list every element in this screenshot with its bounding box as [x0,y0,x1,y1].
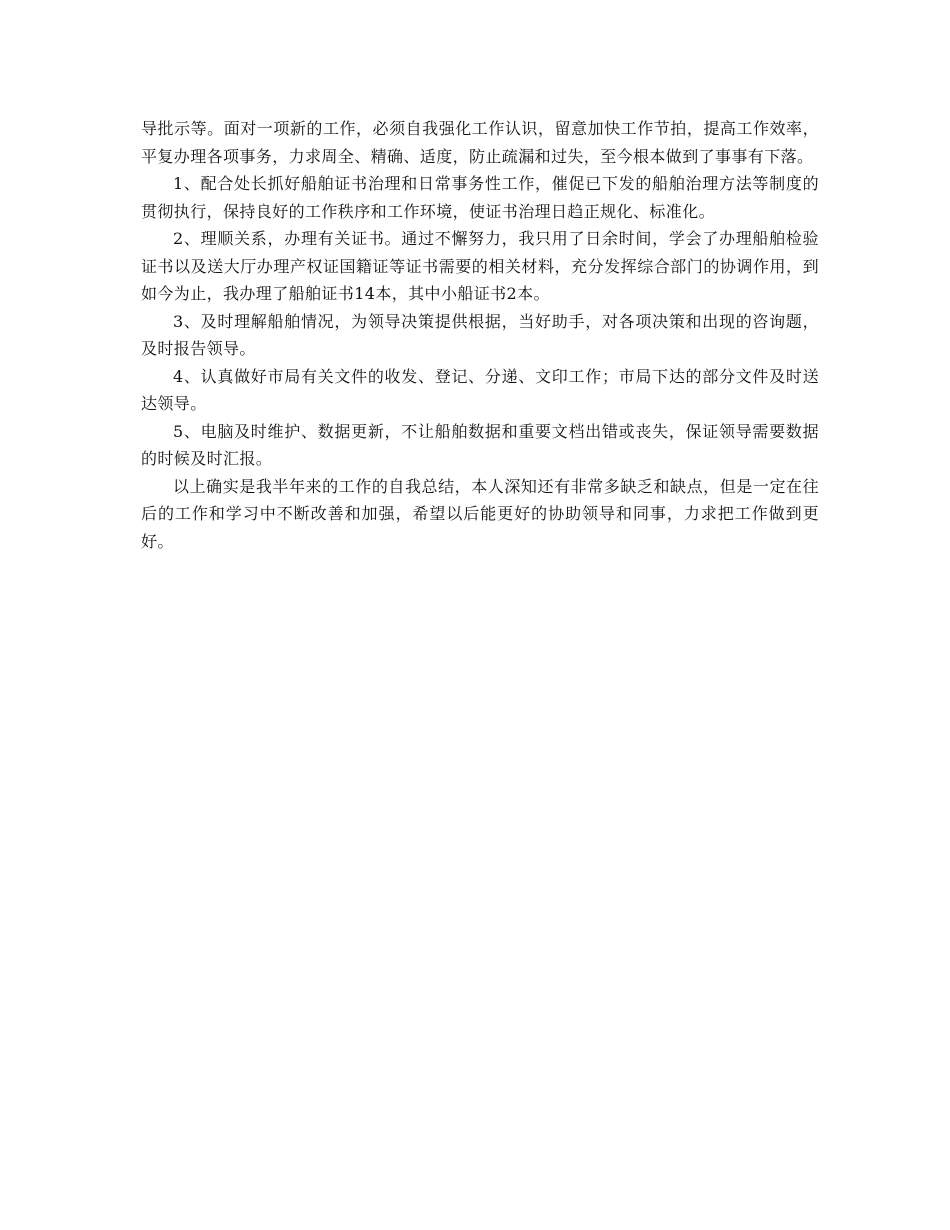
paragraph-conclusion: 以上确实是我半年来的工作的自我总结，本人深知还有非常多缺乏和缺点，但是一定在往后的工作和学习中不断改善和加强，希望以后能更好的协助领导和同事，力求把工作做到更好。 [141,476,819,551]
document-body [141,115,819,555]
paragraph-item-2: 2、理顺关系，办理有关证书。通过不懈努力，我只用了日余时间，学会了办理船舶检验证书以及送大厅办理产权证国籍证等证书需要的相关材料，充分发挥综合部门的协调作用，到如今为止，我办理了船舶证书14本，其中小船证书2本。 [141,229,819,303]
paragraph-item-3: 3、及时理解船舶情况，为领导决策提供根据，当好助手，对各项决策和出现的咨询题，及时报告领导。 [141,311,819,358]
paragraph-item-1: 1、配合处长抓好船舶证书治理和日常事务性工作，催促已下发的船舶治理方法等制度的贯彻执行，保持良好的工作秩序和工作环境，使证书治理日趋正规化、标准化。 [141,174,819,221]
paragraph-continuation: 导批示等。面对一项新的工作，必须自我强化工作认识，留意加快工作节拍，提高工作效率，平复办理各项事务，力求周全、精确、适度，防止疏漏和过失，至今根本做到了事事有下落。 [141,119,819,166]
paragraph-item-5: 5、电脑及时维护、数据更新，不让船舶数据和重要文档出错或丧失，保证领导需要数据的时候及时汇报。 [141,421,819,468]
paragraph-item-4: 4、认真做好市局有关文件的收发、登记、分递、文印工作；市局下达的部分文件及时送达领导。 [141,366,819,413]
